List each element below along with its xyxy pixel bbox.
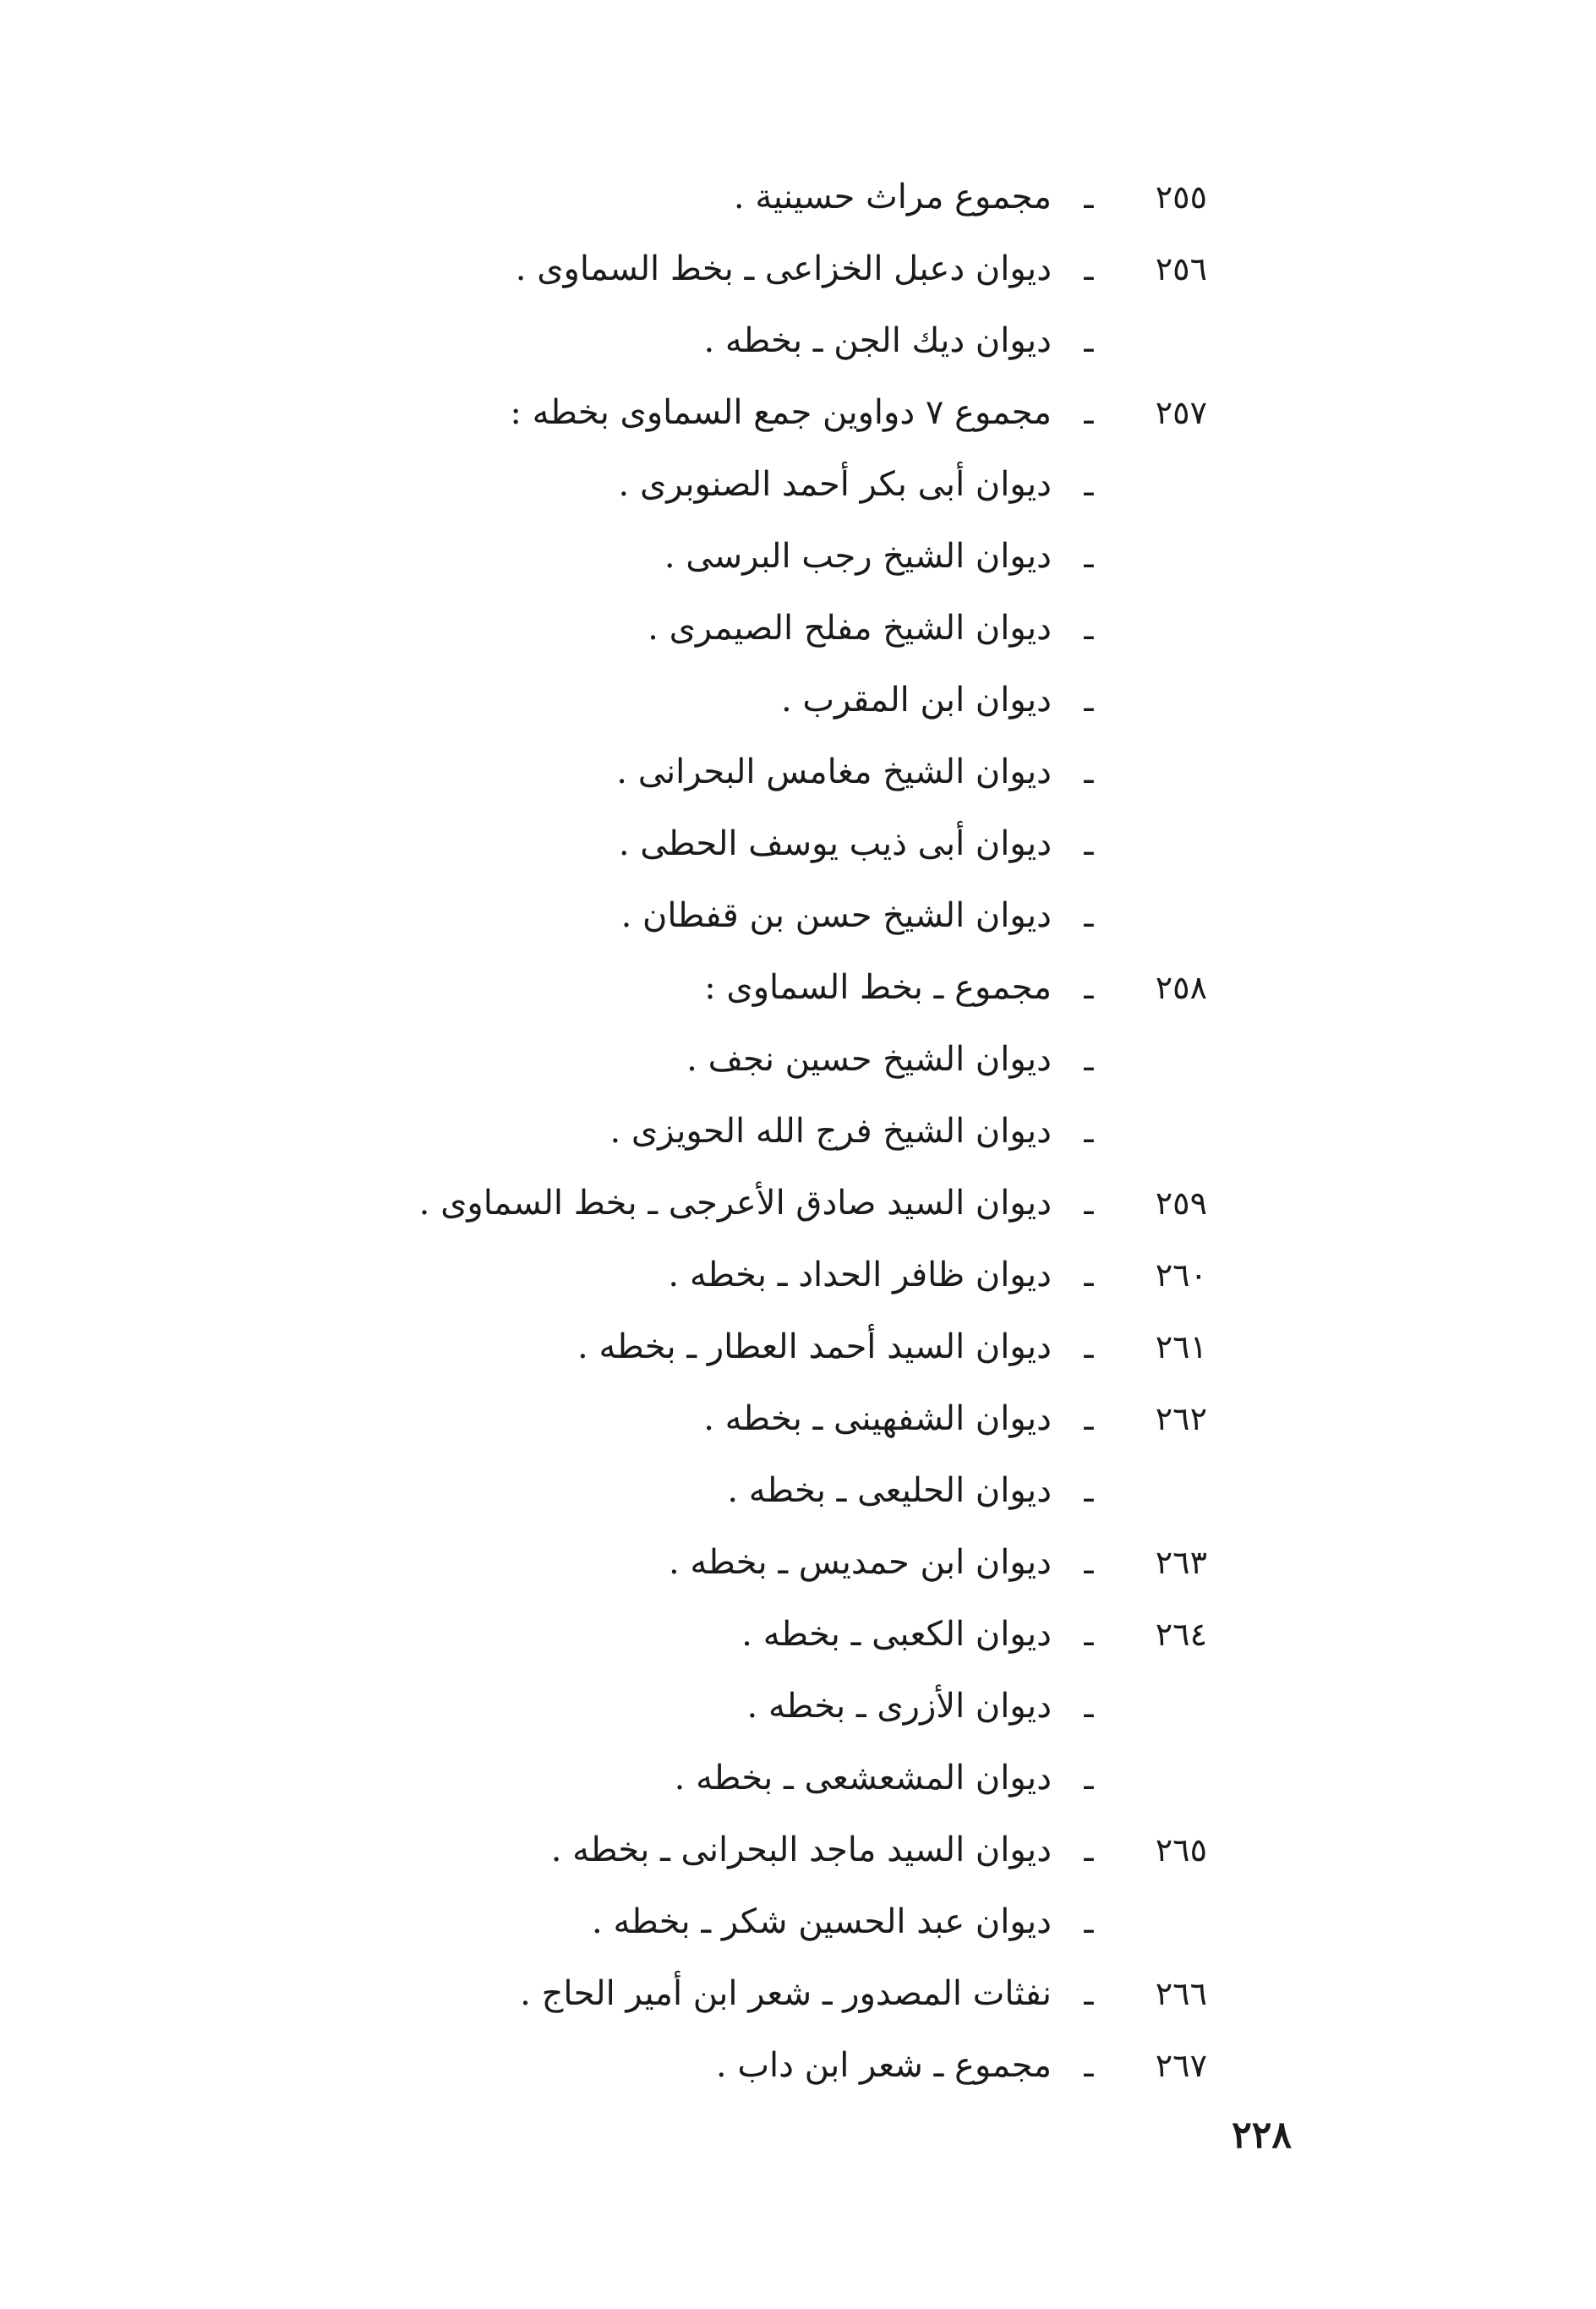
entry-dash: ـ	[1084, 1830, 1094, 1869]
sub-entry-row	[193, 736, 1207, 807]
sub-entry-row	[193, 1670, 1207, 1742]
entry-dash: ـ	[1084, 1543, 1094, 1581]
entry-text: ديوان أبى بكر أحمد الصنوبرى .	[618, 464, 1052, 504]
entry-text: ديوان الحليعى ـ بخطه .	[727, 1470, 1052, 1510]
entry-number: ٢٦١	[1155, 1327, 1207, 1365]
entry-dash: ـ	[1084, 896, 1094, 934]
entry-number: ٢٦٠	[1155, 1256, 1207, 1294]
sub-entry-row	[193, 1095, 1207, 1167]
sub-entry-row	[193, 1742, 1207, 1814]
entry-text: ديوان ظافر الحداد ـ بخطه .	[668, 1255, 1052, 1294]
entry-text: ديوان الشيخ مفلح الصيمرى .	[648, 608, 1052, 648]
entry-number: ٢٥٨	[1155, 968, 1207, 1006]
entry-text: مجموع ـ بخط السماوى :	[704, 967, 1052, 1007]
entry-dash: ـ	[1084, 824, 1094, 862]
sub-entry-row	[193, 520, 1207, 592]
sub-entry-row	[193, 879, 1207, 951]
entry-row	[193, 2029, 1207, 2101]
entry-list	[193, 161, 1207, 2101]
entry-dash: ـ	[1084, 609, 1094, 647]
entry-text: ديوان المشعشعى ـ بخطه .	[674, 1758, 1052, 1797]
entry-text: ديوان الشفهينى ـ بخطه .	[703, 1398, 1052, 1438]
entry-dash: ـ	[1084, 2046, 1094, 2084]
entry-text: ديوان ابن حمديس ـ بخطه .	[669, 1542, 1052, 1582]
entry-dash: ـ	[1084, 1974, 1094, 2012]
sub-entry-row	[193, 1023, 1207, 1095]
entry-row	[193, 951, 1207, 1023]
entry-text: ديوان الكعبى ـ بخطه .	[741, 1614, 1052, 1654]
entry-row	[193, 233, 1207, 304]
entry-dash: ـ	[1084, 1112, 1094, 1150]
entry-text: ديوان السيد صادق الأعرجى ـ بخط السماوى .	[418, 1183, 1052, 1223]
entry-dash: ـ	[1084, 465, 1094, 503]
entry-text: مجموع ٧ دواوين جمع السماوى بخطه :	[510, 392, 1052, 432]
entry-text: نفثات المصدور ـ شعر ابن أمير الحاج .	[520, 1973, 1052, 2013]
entry-dash: ـ	[1084, 1040, 1094, 1078]
sub-entry-row	[193, 592, 1207, 664]
entry-number: ٢٦٦	[1155, 1974, 1207, 2012]
sub-entry-row	[193, 1454, 1207, 1526]
entry-number: ٢٥٩	[1155, 1184, 1207, 1222]
sub-entry-row	[193, 807, 1207, 879]
entry-row	[193, 1167, 1207, 1239]
entry-row	[193, 1239, 1207, 1310]
entry-number: ٢٥٧	[1155, 393, 1207, 431]
entry-text: ديوان السيد أحمد العطار ـ بخطه .	[577, 1327, 1052, 1366]
entry-text: ديوان الشيخ حسن بن قفطان .	[620, 895, 1052, 935]
entry-dash: ـ	[1084, 681, 1094, 719]
page-number: ٢٢٨	[1232, 2114, 1292, 2157]
entry-text: مجموع ـ شعر ابن داب .	[715, 2045, 1052, 2085]
entry-dash: ـ	[1084, 249, 1094, 287]
entry-dash: ـ	[1084, 1256, 1094, 1294]
entry-dash: ـ	[1084, 1471, 1094, 1509]
entry-row	[193, 1526, 1207, 1598]
entry-text: مجموع مراث حسينية .	[733, 177, 1052, 216]
entry-text: ديوان الشيخ فرج الله الحويزى .	[609, 1111, 1052, 1151]
entry-row	[193, 1598, 1207, 1670]
entry-dash: ـ	[1084, 1399, 1094, 1437]
entry-text: ديوان الشيخ حسين نجف .	[686, 1039, 1052, 1079]
entry-number: ٢٦٢	[1155, 1399, 1207, 1437]
entry-row	[193, 376, 1207, 448]
entry-text: ديوان عبد الحسين شكر ـ بخطه .	[592, 1901, 1052, 1941]
entry-row	[193, 1310, 1207, 1382]
entry-dash: ـ	[1084, 321, 1094, 359]
entry-dash: ـ	[1084, 1687, 1094, 1725]
entry-dash: ـ	[1084, 178, 1094, 216]
entry-number: ٢٦٤	[1155, 1615, 1207, 1653]
sub-entry-row	[193, 304, 1207, 376]
entry-dash: ـ	[1084, 752, 1094, 791]
entry-text: ديوان دعبل الخزاعى ـ بخط السماوى .	[515, 249, 1052, 288]
entry-dash: ـ	[1084, 1902, 1094, 1940]
entry-text: ديوان الشيخ مغامس البحرانى .	[616, 752, 1052, 791]
entry-text: ديوان الشيخ رجب البرسى .	[664, 536, 1052, 576]
sub-entry-row	[193, 1885, 1207, 1957]
entry-text: ديوان الأزرى ـ بخطه .	[746, 1686, 1052, 1726]
entry-text: ديوان ديك الجن ـ بخطه .	[703, 320, 1052, 360]
entry-number: ٢٥٦	[1155, 249, 1207, 287]
entry-number: ٢٦٣	[1155, 1543, 1207, 1581]
sub-entry-row	[193, 664, 1207, 736]
entry-dash: ـ	[1084, 537, 1094, 575]
entry-dash: ـ	[1084, 968, 1094, 1006]
entry-dash: ـ	[1084, 1327, 1094, 1365]
entry-number: ٢٦٧	[1155, 2046, 1207, 2084]
entry-row	[193, 1957, 1207, 2029]
entry-text: ديوان أبى ذيب يوسف الحطى .	[618, 823, 1052, 863]
entry-text: ديوان ابن المقرب .	[780, 680, 1052, 720]
entry-dash: ـ	[1084, 1759, 1094, 1797]
sub-entry-row	[193, 448, 1207, 520]
entry-text: ديوان السيد ماجد البحرانى ـ بخطه .	[550, 1830, 1052, 1869]
entry-row	[193, 1382, 1207, 1454]
entry-row	[193, 161, 1207, 233]
entry-number: ٢٥٥	[1155, 178, 1207, 216]
entry-dash: ـ	[1084, 1615, 1094, 1653]
entry-dash: ـ	[1084, 393, 1094, 431]
entry-number: ٢٦٥	[1155, 1830, 1207, 1869]
entry-dash: ـ	[1084, 1184, 1094, 1222]
entry-row	[193, 1814, 1207, 1885]
